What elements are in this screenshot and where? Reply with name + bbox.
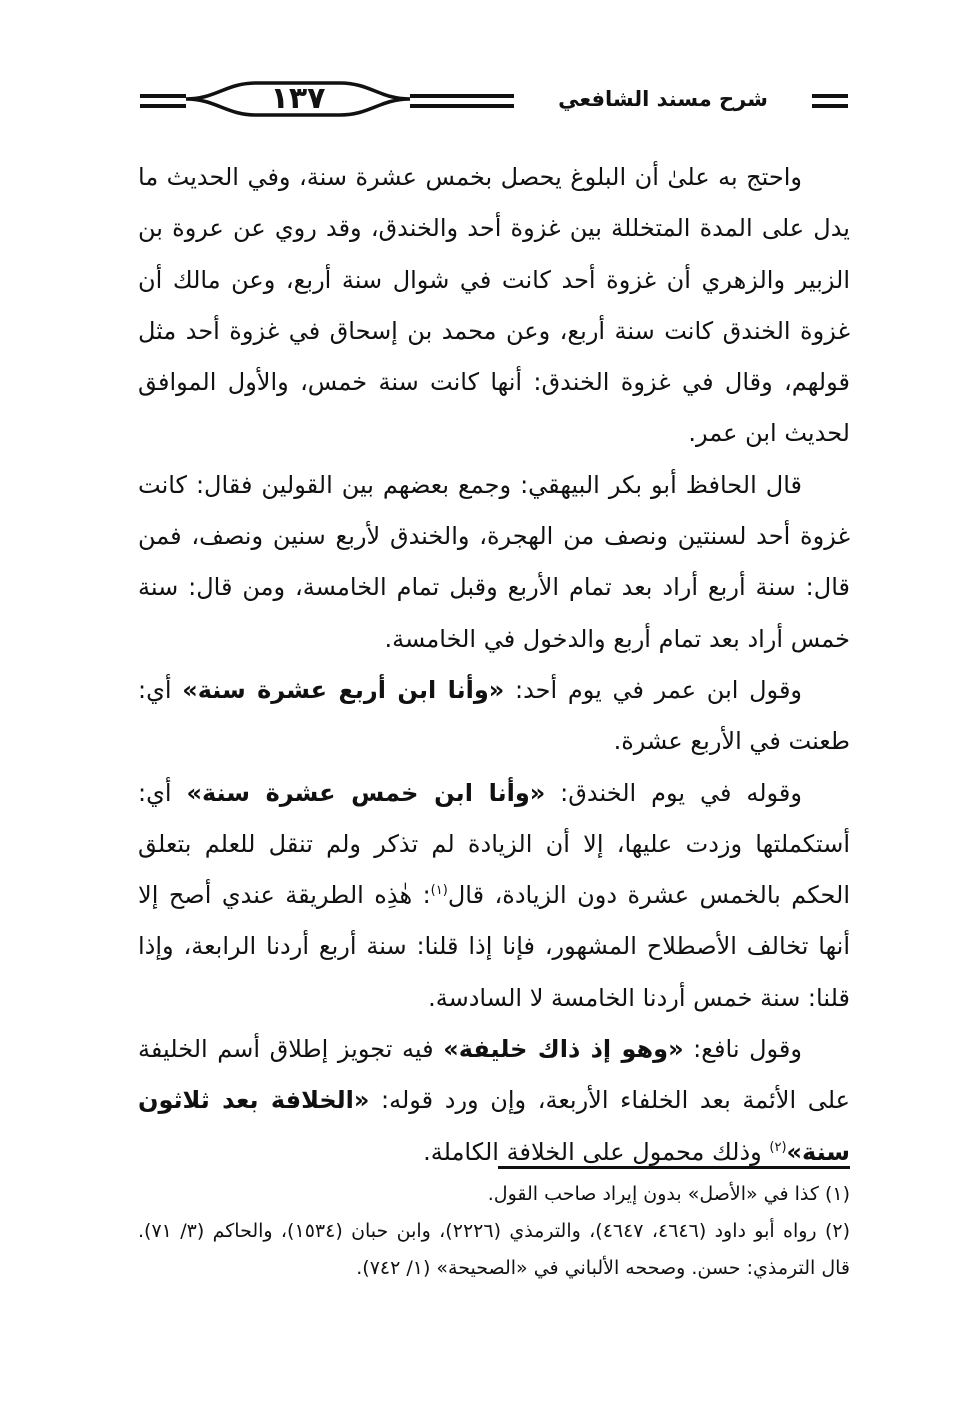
paragraph-text: وقوله في يوم الخندق: bbox=[545, 778, 802, 807]
paragraph bbox=[138, 665, 850, 768]
hadith-quote: «وأنا ابن خمس عشرة سنة» bbox=[186, 778, 546, 807]
paragraph-text: فيه تجويز إطلاق أسم الخليفة على الأئمة بعد الخلفاء الأربعة، وإن ورد قوله: bbox=[138, 1035, 850, 1115]
paragraph-text: أي: طعنت في الأربع عشرة. bbox=[138, 675, 850, 756]
page-number: ١٣٧ bbox=[270, 81, 326, 116]
footnote-ref: (٢) bbox=[769, 1139, 787, 1155]
header-rule bbox=[812, 104, 848, 108]
footnote-ref: (١) bbox=[430, 883, 448, 899]
paragraph: واحتج به علىٰ أن البلوغ يحصل بخمس عشرة سنة، وفي الحديث ما يدل على المدة المتخللة بين غزوة أحد والخندق، وقد روي عن عروة بن الزبير والزهري أن غزوة أحد كانت في شوال سنة أربع، وعن مالك أن غزوة الخندق كانت سنة أربع، وعن محمد بن إسحاق في غزوة أحد مثل قولهم، وقال في غزوة الخندق: أنها كانت سنة خمس، والأول الموافق لحديث ابن عمر. bbox=[138, 163, 850, 448]
header-rule bbox=[140, 94, 186, 98]
paragraph bbox=[138, 768, 850, 1024]
footnotes bbox=[138, 1176, 850, 1287]
hadith-quote: «وهو إذ ذاك خليفة» bbox=[443, 1035, 684, 1064]
paragraph bbox=[138, 1024, 850, 1178]
footnote-separator bbox=[498, 1166, 850, 1169]
running-title: شرح مسند الشافعي bbox=[558, 87, 768, 111]
paragraph-text: وقول ابن عمر في يوم أحد: bbox=[504, 675, 803, 704]
paragraph: قال الحافظ أبو بكر البيهقي: وجمع بعضهم بين القولين فقال: كانت غزوة أحد لسنتين ونصف من الهجرة، والخندق لأربع سنين ونصف، فمن قال: سنة أربع أراد بعد تمام الأربع وقبل تمام الخامسة، ومن قال: سنة خمس أراد بعد تمام أربع والدخول في الخامسة. bbox=[138, 470, 850, 653]
footnote: (٢) رواه أبو داود (٤٦٤٦، ٤٦٤٧)، والترمذي (٢٢٢٦)، وابن حبان (١٥٣٤)، والحاكم (٣/ ٧١). قال الترمذي: حسن. وصححه الألباني في «الصحيحة» (١/ ٧٤٢). bbox=[138, 1220, 851, 1279]
paragraph-text: وذلك محمول على الخلافة الكاملة. bbox=[423, 1137, 770, 1166]
footnote: (١) كذا في «الأصل» بدون إيراد صاحب القول. bbox=[487, 1183, 850, 1205]
header-rule bbox=[140, 104, 186, 108]
page-number-ornament bbox=[186, 80, 410, 118]
paragraph-text: وقول نافع: bbox=[683, 1035, 802, 1064]
header-rule bbox=[410, 104, 514, 108]
paragraph-text: أي: أستكملتها وزدت عليها، إلا أن الزيادة لم تذكر ولم تنقل للعلم بتعلق الحكم بالخمس عشرة دون الزيادة، قال bbox=[138, 778, 850, 910]
header-rule bbox=[410, 94, 514, 98]
hadith-quote: «وأنا ابن أربع عشرة سنة» bbox=[182, 675, 505, 704]
page-header bbox=[140, 70, 850, 130]
main-text bbox=[138, 152, 850, 1178]
header-rule bbox=[812, 94, 848, 98]
hadith-quote: «الخلافة بعد ثلاثون سنة» bbox=[138, 1086, 850, 1166]
paragraph-text: : هٰذِه الطريقة عندي أصح إلا أنها تخالف الأصطلاح المشهور، فإنا إذا قلنا: سنة أربع أردنا الرابعة، وإذا قلنا: سنة خمس أردنا الخامسة لا السادسة. bbox=[138, 881, 850, 1012]
